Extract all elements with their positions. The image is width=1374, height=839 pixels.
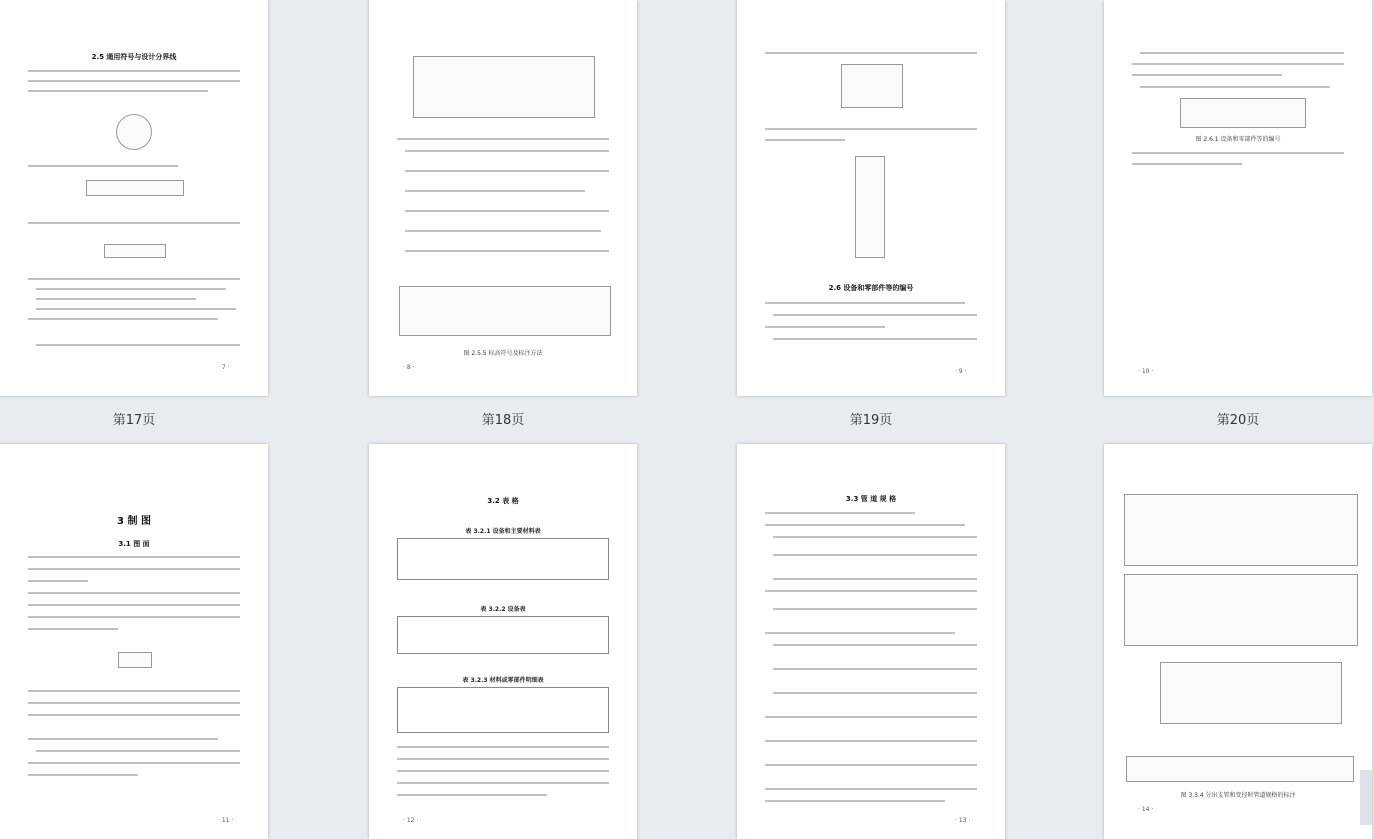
page-label-19: 第19页 — [849, 413, 893, 428]
page-number: · 12 · — [403, 817, 419, 824]
page-number: · 10 · — [1138, 368, 1154, 375]
page-label-18: 第18页 — [481, 413, 525, 428]
section-heading: 3.1 图 面 — [118, 540, 150, 548]
page-heading: 2.6 设备和零部件等的编号 — [828, 284, 914, 292]
page-24[interactable] — [1104, 444, 1372, 839]
page-19[interactable] — [737, 0, 1005, 396]
table-caption: 表 3.2.2 设备表 — [480, 606, 526, 613]
table-caption: 表 3.2.1 设备和主要材料表 — [465, 528, 541, 535]
page-18[interactable] — [369, 0, 637, 396]
figure-caption: 图 3.3.4 分出支管和变径时管道规格的标注 — [1180, 792, 1296, 799]
page-number: · 8 · — [403, 364, 415, 371]
figure-caption: 图 2.5.5 标高符号及标注方法 — [463, 350, 543, 357]
page-20[interactable] — [1104, 0, 1372, 396]
page-number: · 13 · — [955, 817, 971, 824]
page-heading: 2.5 通用符号与设计分界线 — [91, 53, 177, 61]
section-heading: 3.3 管 道 规 格 — [845, 495, 897, 503]
page-label-20: 第20页 — [1216, 413, 1260, 428]
table-caption: 表 3.2.3 材料或零部件明细表 — [462, 677, 544, 684]
page-number: · 7 · — [218, 364, 230, 371]
page-number: · 11 · — [218, 817, 234, 824]
page-number: · 9 · — [955, 368, 967, 375]
page-label-17: 第17页 — [112, 413, 156, 428]
section-heading: 3.2 表 格 — [487, 497, 519, 505]
page-23[interactable] — [737, 444, 1005, 839]
chapter-heading: 3 制 图 — [117, 516, 151, 527]
page-17[interactable] — [0, 0, 268, 396]
scroll-handle[interactable] — [1360, 770, 1372, 825]
page-number: · 14 · — [1138, 806, 1154, 813]
page-22[interactable] — [369, 444, 637, 839]
figure-caption: 图 2.6.1 设备和零部件等的编号 — [1195, 136, 1281, 143]
page-21[interactable] — [0, 444, 268, 839]
